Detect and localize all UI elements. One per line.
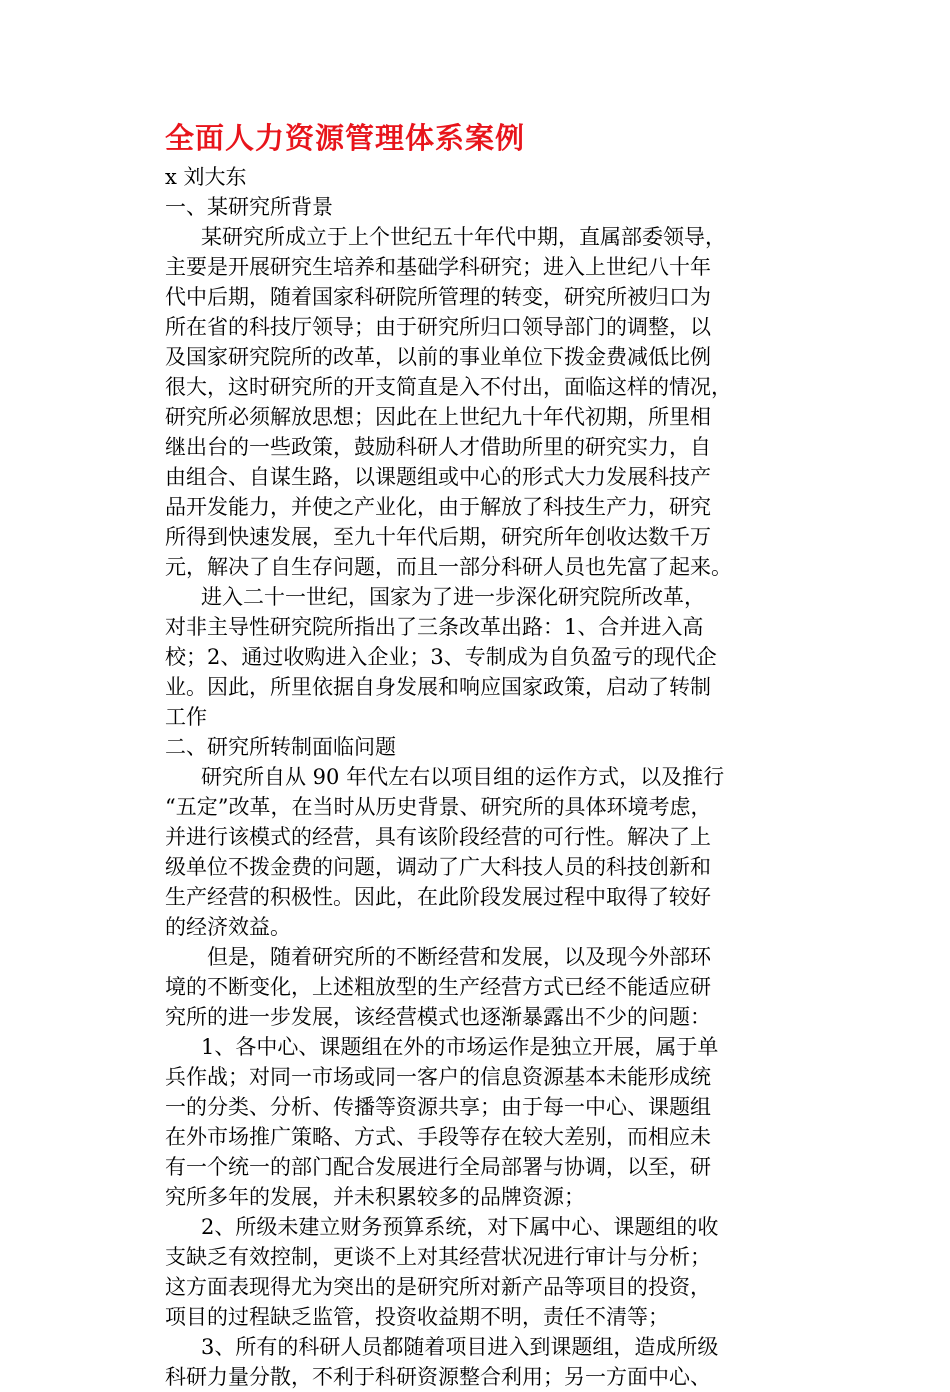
- text-line: 对非主导性研究院所指出了三条改革出路：1、合并进入高: [165, 615, 704, 639]
- text-line: 生产经营的积极性。因此，在此阶段发展过程中取得了较好: [165, 885, 711, 909]
- text-line: 代中后期，随着国家科研院所管理的转变，研究所被归口为: [165, 285, 711, 309]
- text-line: 业。因此，所里依据自身发展和响应国家政策，启动了转制: [165, 675, 711, 699]
- text-line: 的经济效益。: [165, 915, 291, 939]
- author-line: x 刘大东: [165, 165, 247, 189]
- text-line: 究所的进一步发展，该经营模式也逐渐暴露出不少的问题：: [165, 1005, 711, 1029]
- text-line: 但是，随着研究所的不断经营和发展，以及现今外部环: [207, 945, 711, 969]
- text-line: 研究所自从 90 年代左右以项目组的运作方式，以及推行: [201, 765, 725, 789]
- text-line: 品开发能力，并使之产业化，由于解放了科技生产力，研究: [165, 495, 711, 519]
- text-line: 由组合、自谋生路，以课题组或中心的形式大力发展科技产: [165, 465, 711, 489]
- text-line: 元，解决了自生存问题，而且一部分科研人员也先富了起来。: [165, 555, 732, 579]
- text-line: 一、某研究所背景: [165, 195, 333, 219]
- text-line: 这方面表现得尤为突出的是研究所对新产品等项目的投资，: [165, 1275, 711, 1299]
- text-line: 某研究所成立于上个世纪五十年代中期，直属部委领导，: [201, 225, 726, 249]
- text-line: 在外市场推广策略、方式、手段等存在较大差别，而相应未: [165, 1125, 711, 1149]
- text-line: 支缺乏有效控制，更谈不上对其经营状况进行审计与分析；: [165, 1245, 711, 1269]
- text-line: 二、研究所转制面临问题: [165, 735, 396, 759]
- text-line: 及国家研究院所的改革，以前的事业单位下拨金费减低比例: [165, 345, 711, 369]
- text-line: 进入二十一世纪，国家为了进一步深化研究院所改革，: [201, 585, 705, 609]
- text-line: 主要是开展研究生培养和基础学科研究；进入上世纪八十年: [165, 255, 711, 279]
- text-line: 一的分类、分析、传播等资源共享；由于每一中心、课题组: [165, 1095, 711, 1119]
- text-line: 项目的过程缺乏监管，投资收益期不明，责任不清等；: [165, 1305, 669, 1329]
- document-page: [165, 118, 793, 1392]
- text-line: 有一个统一的部门配合发展进行全局部署与协调，以至，研: [165, 1155, 711, 1179]
- text-line: 校；2、通过收购进入企业；3、专制成为自负盈亏的现代企: [165, 645, 717, 669]
- document-body: [165, 192, 793, 1392]
- text-line: 1、各中心、课题组在外的市场运作是独立开展，属于单: [201, 1035, 719, 1059]
- text-line: 并进行该模式的经营，具有该阶段经营的可行性。解决了上: [165, 825, 711, 849]
- text-line: 研究所必须解放思想；因此在上世纪九十年代初期，所里相: [165, 405, 711, 429]
- text-line: 很大，这时研究所的开支简直是入不付出，面临这样的情况，: [165, 375, 732, 399]
- text-line: 工作: [165, 705, 207, 729]
- text-line: 2、所级未建立财务预算系统，对下属中心、课题组的收: [201, 1215, 719, 1239]
- text-line: 所得到快速发展，至九十年代后期，研究所年创收达数千万: [165, 525, 711, 549]
- text-line: 究所多年的发展，并未积累较多的品牌资源；: [165, 1185, 585, 1209]
- text-line: 境的不断变化，上述粗放型的生产经营方式已经不能适应研: [165, 975, 711, 999]
- text-line: 继出台的一些政策，鼓励科研人才借助所里的研究实力，自: [165, 435, 711, 459]
- text-line: 所在省的科技厅领导；由于研究所归口领导部门的调整，以: [165, 315, 711, 339]
- text-line: 3、所有的科研人员都随着项目进入到课题组，造成所级: [201, 1335, 719, 1359]
- document-title: 全面人力资源管理体系案例: [165, 121, 526, 155]
- text-line: 科研力量分散，不利于科研资源整合利用；另一方面中心、: [165, 1365, 711, 1389]
- text-line: 级单位不拨金费的问题，调动了广大科技人员的科技创新和: [165, 855, 711, 879]
- text-line: 兵作战；对同一市场或同一客户的信息资源基本未能形成统: [165, 1065, 711, 1089]
- text-line: “五定”改革，在当时从历史背景、研究所的具体环境考虑，: [165, 795, 712, 819]
